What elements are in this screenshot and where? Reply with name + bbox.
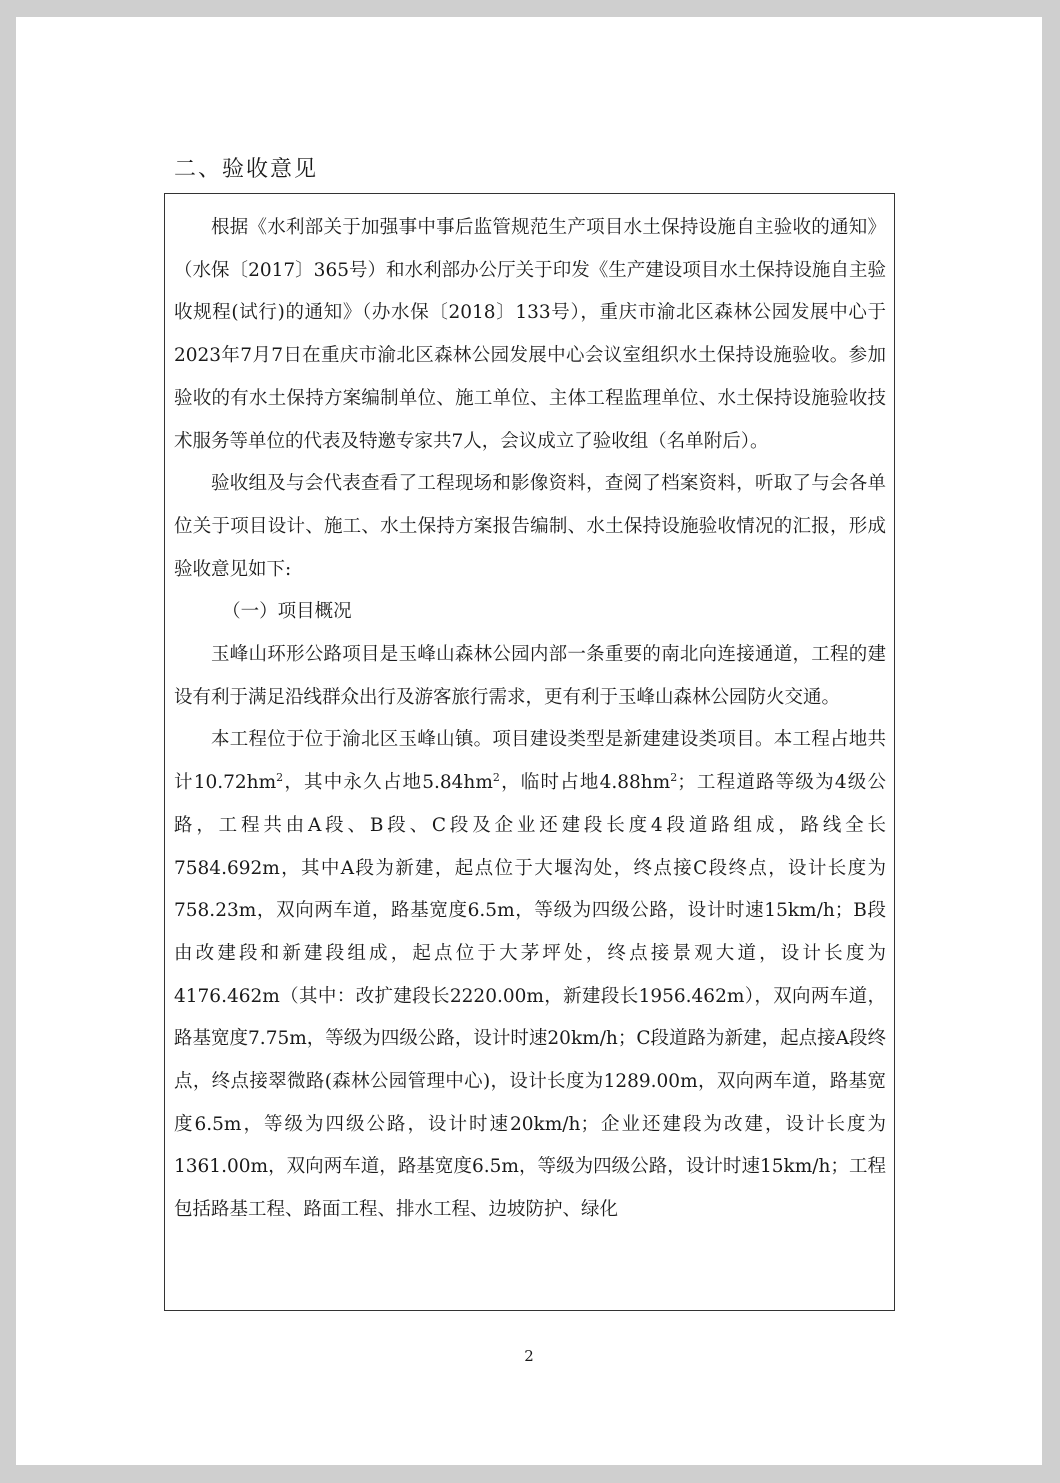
details-text-3: ，临时占地4.88hm xyxy=(499,772,671,794)
details-text-4: ；工程道路等级为4级公路，工程共由A段、B段、C段及企业还建段长度4段道路组成，路线全长7584.692m，其中A段为新建，起点位于大堰沟处，终点接C段终点，设计长度为758.23m，双向两车道，路基宽度6.5m，等级为四级公路，设计时速15km/h；B段由改建段和新建段组成，起点位于大茅坪处，终点接景观大道，设计长度为4176.462m（其中：改扩建段长2220.00m，新建段长1956.462m），双向两车道，路基宽度7.75m，等级为四级公路，设计时速20km/h；C段道路为新建，起点接A段终点，终点接翠微路(森林公园管理中心)，设计长度为1289.00m，双向两车道，路基宽度6.5m，等级为四级公路，设计时速20km/h；企业还建段为改建，设计长度为1361.00m，双向两车道，路基宽度6.5m，等级为四级公路，设计时速15km/h；工程包括路基工程、路面工程、排水工程、边坡防护、绿化 xyxy=(174,772,886,1221)
section-title: 二、验收意见 xyxy=(174,157,319,182)
paragraph-basis: 根据《水利部关于加强事中事后监管规范生产项目水土保持设施自主验收的通知》（水保〔2017〕365号）和水利部办公厅关于印发《生产建设项目水土保持设施自主验收规程(试行)的通知》（办水保〔2018〕133号），重庆市渝北区森林公园发展中心于2023年7月7日在重庆市渝北区森林公园发展中心会议室组织水土保持设施验收。参加验收的有水土保持方案编制单位、施工单位、主体工程监理单位、水土保持设施验收技术服务等单位的代表及特邀专家共7人，会议成立了验收组（名单附后）。 xyxy=(174,217,886,452)
paragraph-review: 验收组及与会代表查看了工程现场和影像资料，查阅了档案资料，听取了与会各单位关于项目设计、施工、水土保持方案报告编制、水土保持设施验收情况的汇报，形成验收意见如下: xyxy=(174,473,886,580)
page-number: 2 xyxy=(524,1347,534,1365)
opinion-content xyxy=(174,207,886,1232)
paragraph-project-details xyxy=(174,719,886,1231)
opinion-frame xyxy=(164,193,895,1311)
superscript-1: 2 xyxy=(276,770,284,784)
superscript-2: 2 xyxy=(492,770,500,784)
details-text-2: ，其中永久占地5.84hm xyxy=(283,772,493,794)
details-text-1: 本工程位于位于渝北区玉峰山镇。项目建设类型是新建建设类项目。本工程占地共计10.72hm xyxy=(174,729,886,794)
subheading-project-overview: （一）项目概况 xyxy=(222,601,352,623)
document-page xyxy=(16,17,1042,1465)
paragraph-project-intro: 玉峰山环形公路项目是玉峰山森林公园内部一条重要的南北向连接通道，工程的建设有利于满足沿线群众出行及游客旅行需求，更有利于玉峰山森林公园防火交通。 xyxy=(174,644,886,708)
superscript-3: 2 xyxy=(670,770,678,784)
